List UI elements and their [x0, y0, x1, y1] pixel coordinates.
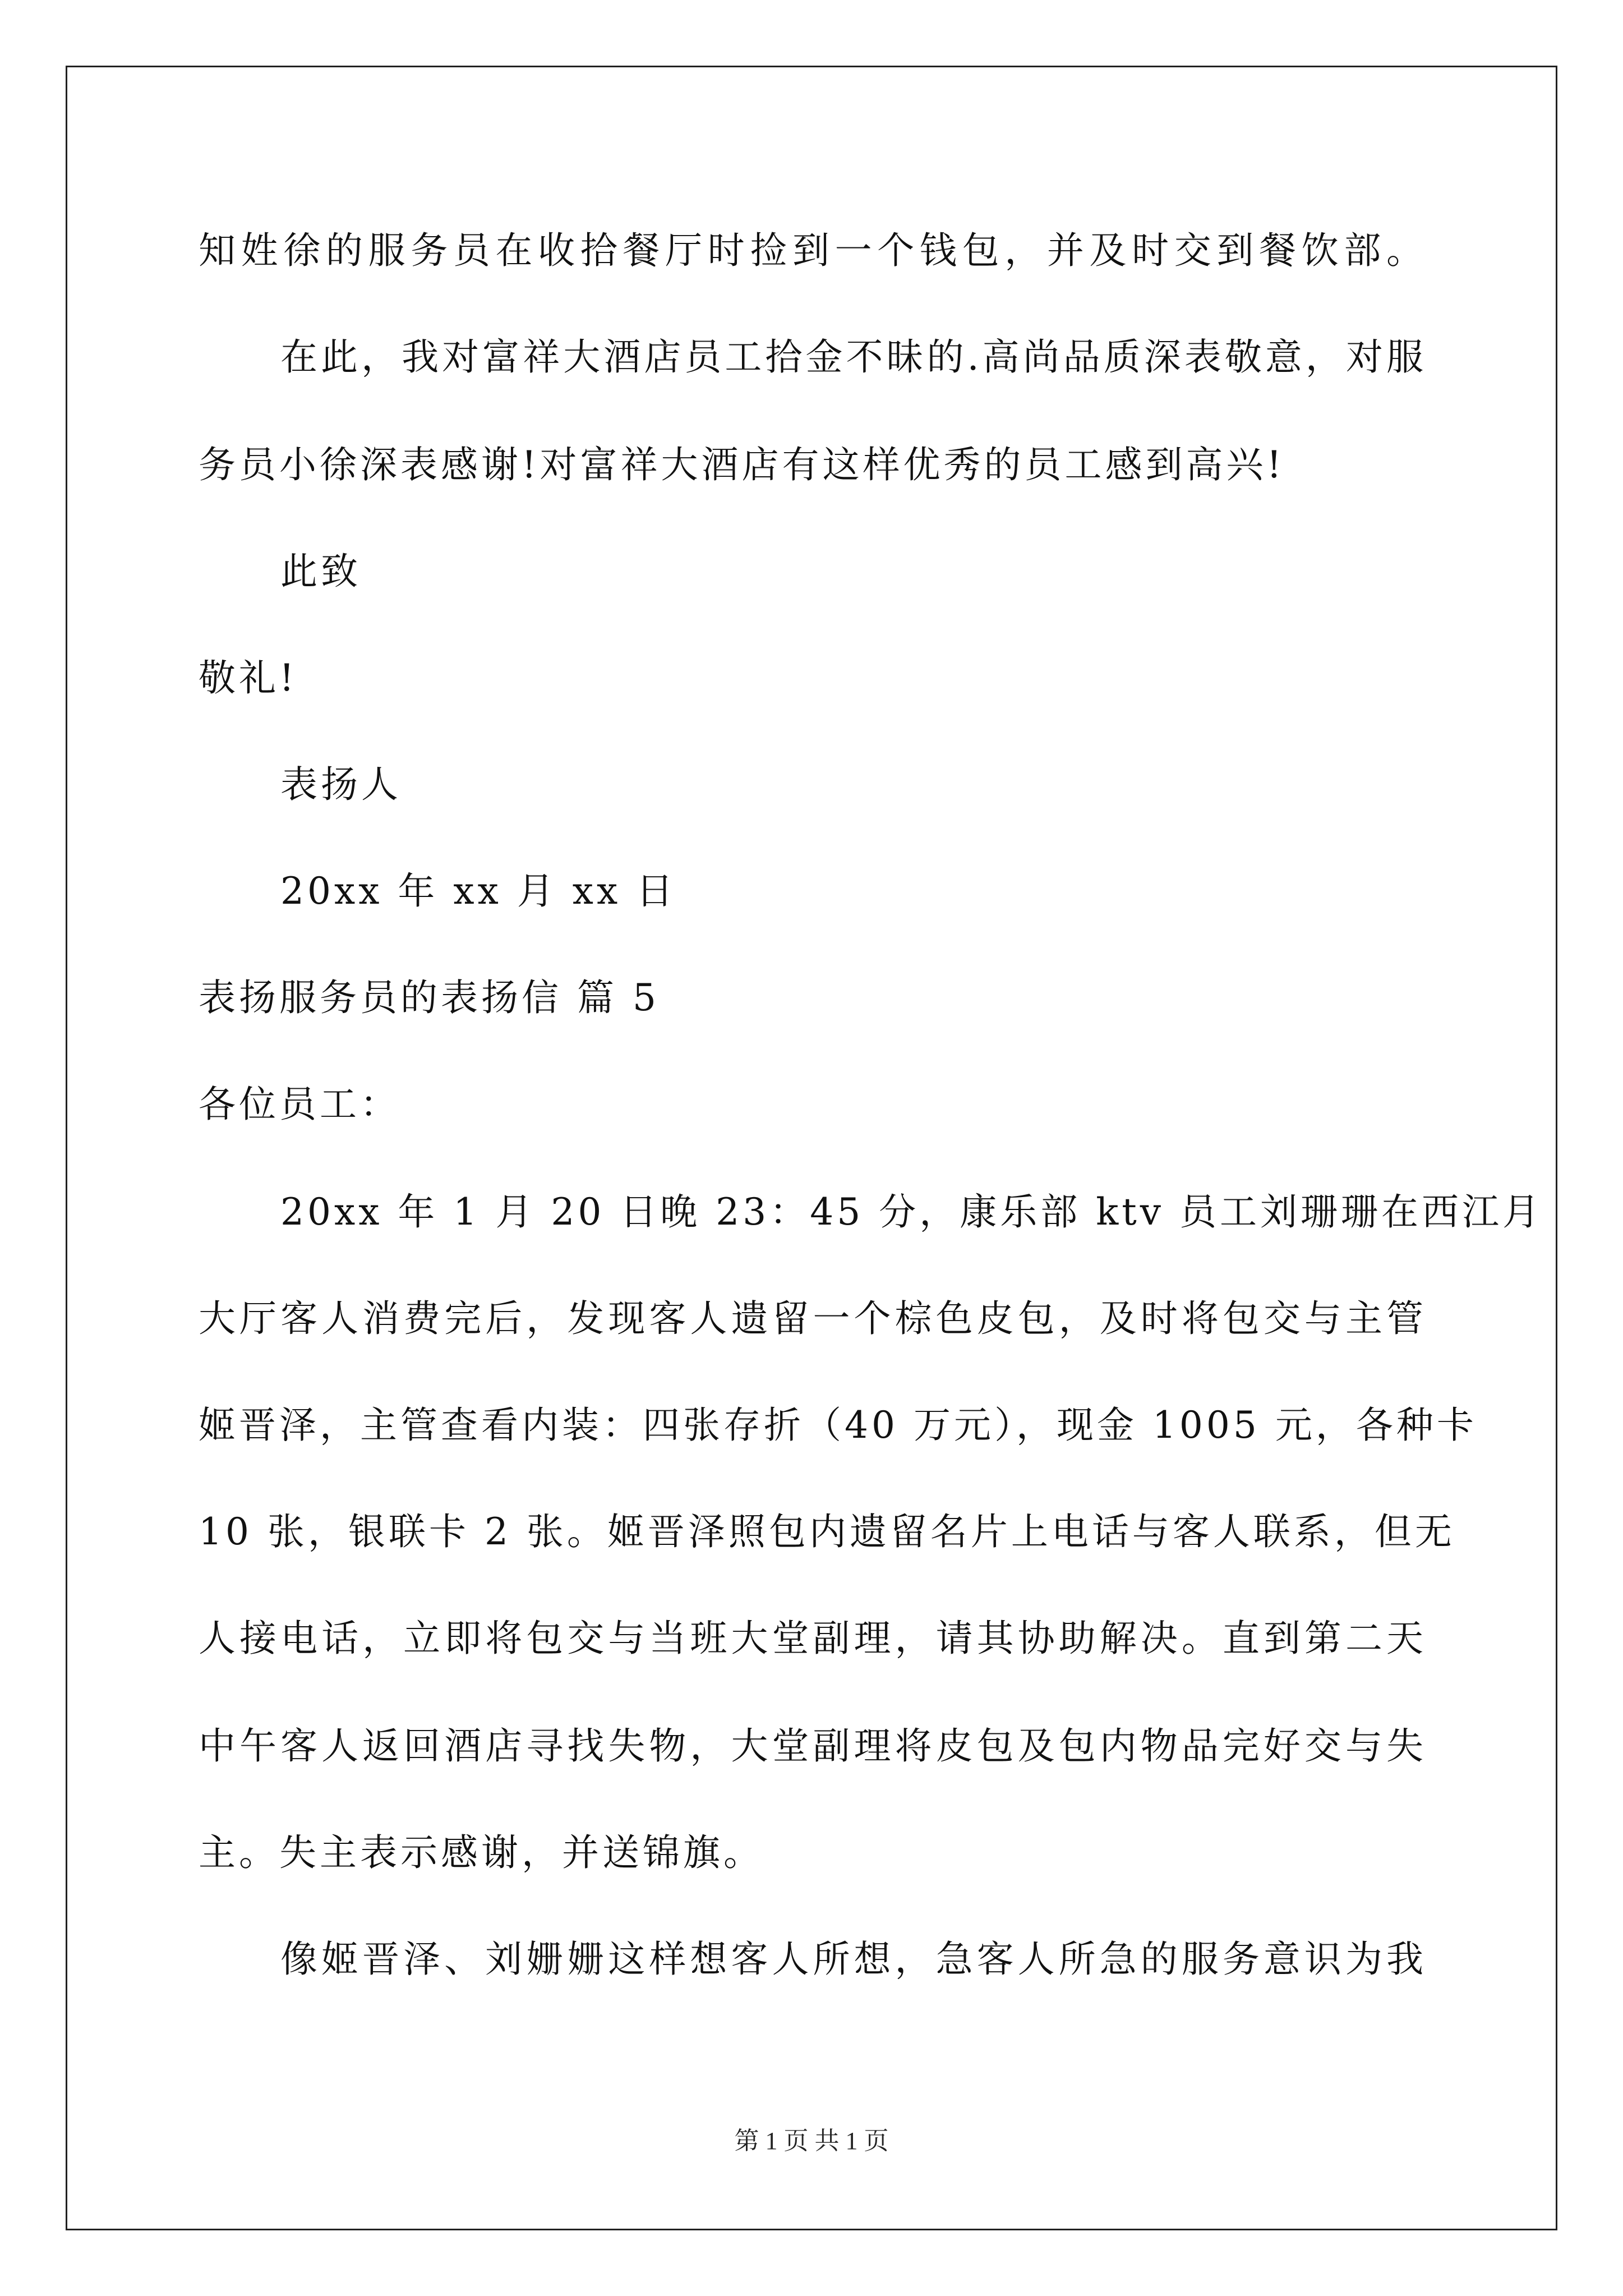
- body-text-line: 姬晋泽，主管查看内装：四张存折（40 万元），现金 1005 元，各种卡: [199, 1404, 1477, 1447]
- body-text-line: 10 张，银联卡 2 张。姬晋泽照包内遗留名片上电话与客人联系，但无: [199, 1510, 1455, 1553]
- body-text-line: 大厅客人消费完后，发现客人遗留一个棕色皮包，及时将包交与主管: [199, 1297, 1427, 1340]
- closing-salutation: 此致: [280, 550, 361, 593]
- page-footer: 第 1 页 共 1 页: [734, 2127, 889, 2155]
- body-text-line: 像姬晋泽、刘姗姗这样想客人所想，急客人所急的服务意识为我: [280, 1938, 1427, 1981]
- letter-date: 20xx 年 xx 月 xx 日: [280, 869, 677, 913]
- body-text-line: 人接电话，立即将包交与当班大堂副理，请其协助解决。直到第二天: [199, 1617, 1427, 1660]
- section-heading: 表扬服务员的表扬信 篇 5: [199, 976, 660, 1019]
- signature-label: 表扬人: [280, 763, 402, 806]
- body-text-line: 务员小徐深表感谢!对富祥大酒店有这样优秀的员工感到高兴!: [199, 443, 1285, 486]
- closing-regards: 敬礼!: [199, 656, 298, 700]
- greeting: 各位员工：: [199, 1083, 400, 1126]
- body-text-line: 在此，我对富祥大酒店员工拾金不昧的.高尚品质深表敬意，对服: [280, 335, 1427, 379]
- body-text-line: 20xx 年 1 月 20 日晚 23：45 分，康乐部 ktv 员工刘珊珊在西江月: [280, 1190, 1543, 1234]
- body-text-line: 中午客人返回酒店寻找失物，大堂副理将皮包及包内物品完好交与失: [199, 1724, 1427, 1768]
- body-text-line: 知姓徐的服务员在收拾餐厅时捡到一个钱包，并及时交到餐饮部。: [199, 229, 1427, 272]
- page-border: [66, 66, 1557, 2230]
- body-text-line: 主。失主表示感谢，并送锦旗。: [199, 1831, 764, 1874]
